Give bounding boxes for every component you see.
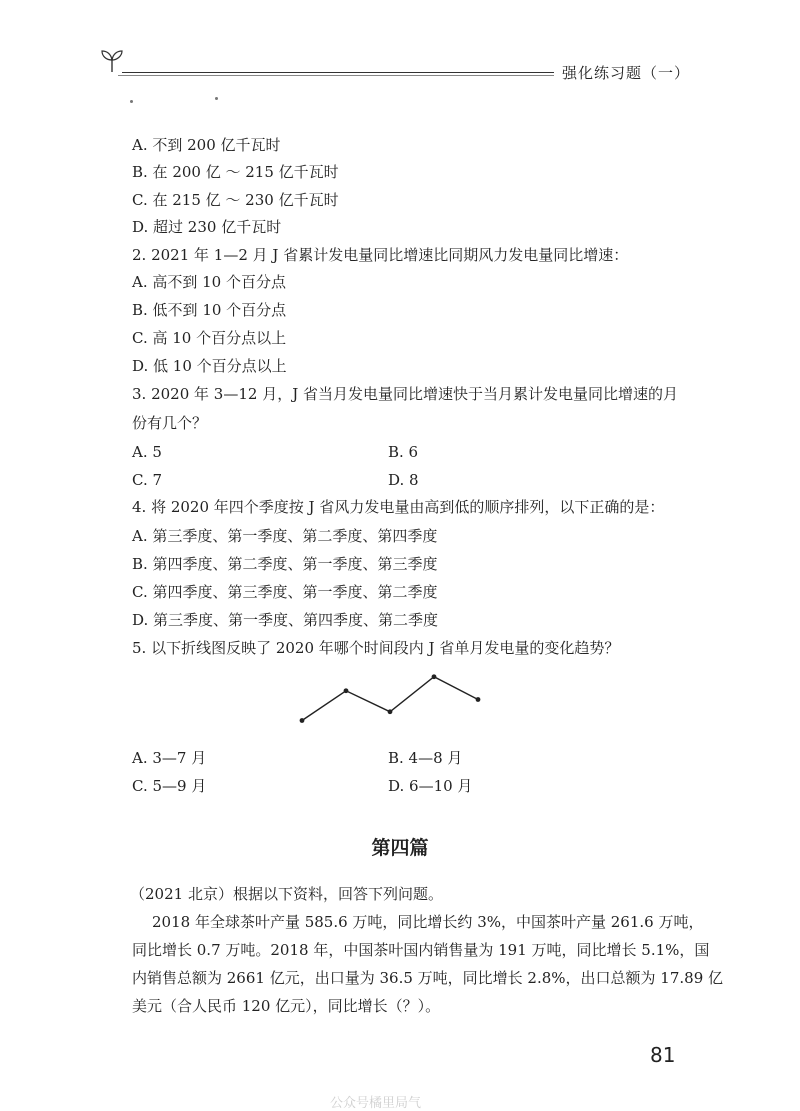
q1-option-d: D. 超过 230 亿千瓦时 <box>132 218 282 236</box>
q2-option-a: A. 高不到 10 个百分点 <box>132 273 286 291</box>
page-number: 81 <box>650 1043 676 1067</box>
q2-option-c: C. 高 10 个百分点以上 <box>132 329 287 347</box>
watermark: 公众号橘里局气 <box>330 1096 422 1111</box>
q1-option-a: A. 不到 200 亿千瓦时 <box>132 136 281 154</box>
q3-stem-line1: 3. 2020 年 3—12 月，J 省当月发电量同比增速快于当月累计发电量同比增速的月 <box>132 385 678 403</box>
q4-option-d: D. 第三季度、第一季度、第四季度、第二季度 <box>132 611 439 629</box>
q4-option-a: A. 第三季度、第一季度、第二季度、第四季度 <box>132 527 438 545</box>
header-rule <box>122 72 554 73</box>
trend-point-4 <box>432 674 437 679</box>
q3-stem-line2: 份有几个？ <box>132 414 208 432</box>
trend-line-chart <box>290 660 490 750</box>
passage-line-1: 2018 年全球茶叶产量 585.6 万吨，同比增长约 3%，中国茶叶产量 261.6 万吨， <box>152 913 704 931</box>
sprout-icon <box>100 48 124 74</box>
header-rule-thin <box>118 75 554 76</box>
q2-stem: 2. 2021 年 1—2 月 J 省累计发电量同比增速比同期风力发电量同比增速： <box>132 246 629 264</box>
scan-dot <box>130 100 133 103</box>
q2-option-b: B. 低不到 10 个百分点 <box>132 301 287 319</box>
q1-option-c: C. 在 215 亿 ～ 230 亿千瓦时 <box>132 191 339 209</box>
q4-option-c: C. 第四季度、第三季度、第一季度、第二季度 <box>132 583 438 601</box>
q5-stem: 5. 以下折线图反映了 2020 年哪个时间段内 J 省单月发电量的变化趋势？ <box>132 639 620 657</box>
q5-option-c: C. 5—9 月 <box>132 777 207 795</box>
passage-line-4: 美元（合人民币 120 亿元），同比增长（？）。 <box>132 997 441 1015</box>
q3-option-d: D. 8 <box>388 471 419 489</box>
q5-option-a: A. 3—7 月 <box>132 749 207 767</box>
q4-option-b: B. 第四季度、第二季度、第一季度、第三季度 <box>132 555 438 573</box>
q5-option-d: D. 6—10 月 <box>388 777 473 795</box>
q3-option-b: B. 6 <box>388 443 419 461</box>
passage-line-3: 内销售总额为 2661 亿元，出口量为 36.5 万吨，同比增长 2.8%，出口总额为 17.89 亿 <box>132 969 724 987</box>
q4-stem: 4. 将 2020 年四个季度按 J 省风力发电量由高到低的顺序排列，以下正确的是： <box>132 498 665 516</box>
passage-line-2: 同比增长 0.7 万吨。2018 年，中国茶叶国内销售量为 191 万吨，同比增长 5.1%，国 <box>132 941 710 959</box>
trend-point-2 <box>344 688 349 693</box>
section-title: 第四篇 <box>371 837 429 859</box>
header-title: 强化练习题（一） <box>562 64 691 82</box>
trend-point-5 <box>476 697 481 702</box>
q3-option-a: A. 5 <box>132 443 162 461</box>
trend-point-3 <box>388 709 393 714</box>
q3-option-c: C. 7 <box>132 471 163 489</box>
q1-option-b: B. 在 200 亿 ～ 215 亿千瓦时 <box>132 163 339 181</box>
trend-point-1 <box>300 718 305 723</box>
q5-option-b: B. 4—8 月 <box>388 749 463 767</box>
q2-option-d: D. 低 10 个百分点以上 <box>132 357 287 375</box>
scan-dot <box>215 97 218 100</box>
passage-intro: （2021 北京）根据以下资料，回答下列问题。 <box>130 885 443 903</box>
